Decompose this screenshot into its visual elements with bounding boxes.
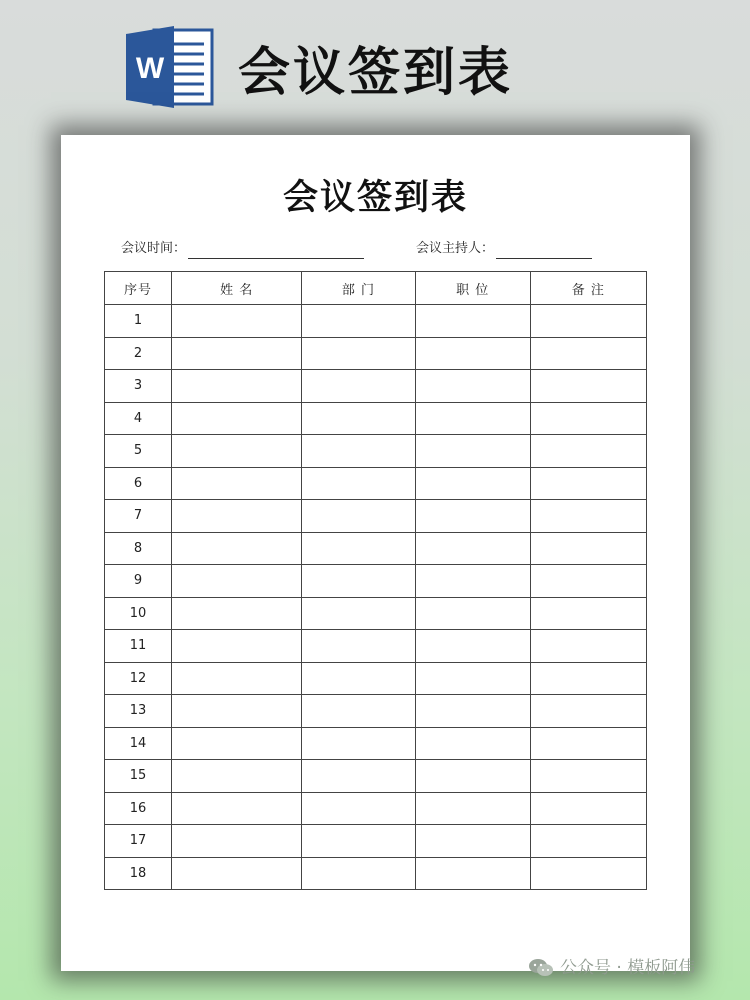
row-number: 18 — [105, 857, 172, 890]
page-title: 会议签到表 — [282, 178, 468, 218]
name-cell[interactable] — [172, 532, 302, 565]
row-number: 15 — [105, 760, 172, 793]
note-cell[interactable] — [530, 305, 646, 338]
department-cell[interactable] — [302, 337, 415, 370]
position-cell[interactable] — [415, 760, 530, 793]
row-number: 7 — [105, 500, 172, 533]
row-number: 9 — [105, 565, 172, 598]
note-cell[interactable] — [530, 435, 646, 468]
meeting-host-field — [416, 239, 592, 259]
department-cell[interactable] — [302, 597, 415, 630]
name-cell[interactable] — [172, 305, 302, 338]
department-cell[interactable] — [302, 370, 415, 403]
table-row — [105, 565, 647, 598]
department-cell[interactable] — [302, 402, 415, 435]
name-cell[interactable] — [172, 662, 302, 695]
department-cell[interactable] — [302, 695, 415, 728]
table-header-row — [105, 272, 647, 305]
position-cell[interactable] — [415, 695, 530, 728]
position-cell[interactable] — [415, 565, 530, 598]
position-cell[interactable] — [415, 532, 530, 565]
table-row — [105, 532, 647, 565]
table-row — [105, 695, 647, 728]
meeting-host-label: 会议主持人： — [416, 241, 495, 256]
watermark — [528, 956, 695, 980]
row-number: 5 — [105, 435, 172, 468]
table-row — [105, 500, 647, 533]
department-cell[interactable] — [302, 662, 415, 695]
note-cell[interactable] — [530, 402, 646, 435]
department-cell[interactable] — [302, 532, 415, 565]
department-cell[interactable] — [302, 857, 415, 890]
table-row — [105, 337, 647, 370]
department-cell[interactable] — [302, 727, 415, 760]
banner-title: 会议签到表 — [238, 43, 514, 103]
svg-text:W: W — [135, 52, 165, 85]
row-number: 6 — [105, 467, 172, 500]
department-cell[interactable] — [302, 305, 415, 338]
table-row — [105, 857, 647, 890]
table-row — [105, 630, 647, 663]
name-cell[interactable] — [172, 597, 302, 630]
note-cell[interactable] — [530, 500, 646, 533]
meeting-host-blank — [496, 244, 592, 259]
name-cell[interactable] — [172, 370, 302, 403]
position-cell[interactable] — [415, 402, 530, 435]
column-header-note: 备 注 — [530, 272, 646, 305]
position-cell[interactable] — [415, 630, 530, 663]
name-cell[interactable] — [172, 500, 302, 533]
position-cell[interactable] — [415, 500, 530, 533]
name-cell[interactable] — [172, 565, 302, 598]
table-row — [105, 435, 647, 468]
position-cell[interactable] — [415, 825, 530, 858]
document-page — [61, 135, 690, 971]
row-number: 17 — [105, 825, 172, 858]
note-cell[interactable] — [530, 337, 646, 370]
name-cell[interactable] — [172, 630, 302, 663]
word-icon — [124, 24, 216, 110]
table-row — [105, 402, 647, 435]
table-row — [105, 305, 647, 338]
note-cell[interactable] — [530, 565, 646, 598]
position-cell[interactable] — [415, 727, 530, 760]
position-cell[interactable] — [415, 662, 530, 695]
row-number: 16 — [105, 792, 172, 825]
row-number: 12 — [105, 662, 172, 695]
row-number: 1 — [105, 305, 172, 338]
position-cell[interactable] — [415, 857, 530, 890]
sign-in-table — [104, 271, 647, 890]
note-cell[interactable] — [530, 370, 646, 403]
department-cell[interactable] — [302, 565, 415, 598]
note-cell[interactable] — [530, 532, 646, 565]
name-cell[interactable] — [172, 435, 302, 468]
position-cell[interactable] — [415, 467, 530, 500]
row-number: 10 — [105, 597, 172, 630]
name-cell[interactable] — [172, 727, 302, 760]
note-cell[interactable] — [530, 792, 646, 825]
department-cell[interactable] — [302, 435, 415, 468]
wechat-icon — [528, 958, 554, 978]
department-cell[interactable] — [302, 630, 415, 663]
position-cell[interactable] — [415, 370, 530, 403]
department-cell[interactable] — [302, 760, 415, 793]
note-cell[interactable] — [530, 760, 646, 793]
position-cell[interactable] — [415, 792, 530, 825]
name-cell[interactable] — [172, 792, 302, 825]
row-number: 11 — [105, 630, 172, 663]
meeting-time-blank — [188, 244, 364, 259]
department-cell[interactable] — [302, 792, 415, 825]
table-row — [105, 662, 647, 695]
name-cell[interactable] — [172, 467, 302, 500]
note-cell[interactable] — [530, 695, 646, 728]
watermark-text: 公众号 · 模板阿伟 — [560, 958, 696, 978]
table-row — [105, 792, 647, 825]
meeting-time-field — [121, 239, 364, 259]
table-row — [105, 370, 647, 403]
department-cell[interactable] — [302, 500, 415, 533]
note-cell[interactable] — [530, 662, 646, 695]
column-header-no: 序号 — [105, 272, 172, 305]
name-cell[interactable] — [172, 760, 302, 793]
note-cell[interactable] — [530, 857, 646, 890]
name-cell[interactable] — [172, 695, 302, 728]
meeting-time-label: 会议时间： — [121, 241, 187, 256]
row-number: 8 — [105, 532, 172, 565]
column-header-name: 姓 名 — [172, 272, 302, 305]
row-number: 4 — [105, 402, 172, 435]
name-cell[interactable] — [172, 337, 302, 370]
name-cell[interactable] — [172, 402, 302, 435]
position-cell[interactable] — [415, 435, 530, 468]
table-row — [105, 467, 647, 500]
header-banner — [0, 0, 750, 120]
note-cell[interactable] — [530, 825, 646, 858]
row-number: 14 — [105, 727, 172, 760]
note-cell[interactable] — [530, 630, 646, 663]
column-header-position: 职 位 — [415, 272, 530, 305]
table-row — [105, 597, 647, 630]
department-cell[interactable] — [302, 467, 415, 500]
note-cell[interactable] — [530, 597, 646, 630]
position-cell[interactable] — [415, 305, 530, 338]
table-row — [105, 825, 647, 858]
name-cell[interactable] — [172, 857, 302, 890]
table-row — [105, 727, 647, 760]
position-cell[interactable] — [415, 597, 530, 630]
row-number: 2 — [105, 337, 172, 370]
row-number: 3 — [105, 370, 172, 403]
name-cell[interactable] — [172, 825, 302, 858]
department-cell[interactable] — [302, 825, 415, 858]
note-cell[interactable] — [530, 727, 646, 760]
position-cell[interactable] — [415, 337, 530, 370]
column-header-department: 部 门 — [302, 272, 415, 305]
table-row — [105, 760, 647, 793]
note-cell[interactable] — [530, 467, 646, 500]
row-number: 13 — [105, 695, 172, 728]
